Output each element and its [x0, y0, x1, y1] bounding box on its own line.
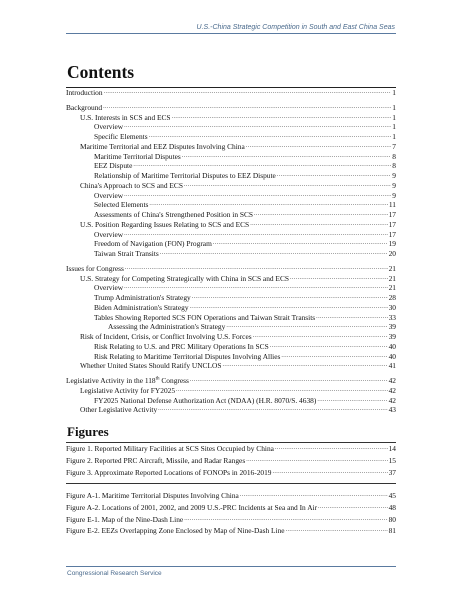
dot-leader: [254, 210, 388, 220]
toc-entry[interactable]: [66, 342, 396, 352]
toc-entry-page: 9: [392, 190, 396, 200]
toc-entry[interactable]: [66, 152, 396, 162]
toc-entry-page: 42: [388, 395, 396, 405]
dot-leader: [222, 361, 387, 371]
figure-entry-title: Figure E-2. EEZs Overlapping Zone Enclosed by Map of Nine-Dash Line: [66, 526, 285, 536]
dot-leader: [246, 142, 392, 152]
appendix-figures-list: [66, 490, 396, 537]
toc-entry[interactable]: [66, 332, 396, 342]
toc-entry-page: 9: [392, 171, 396, 180]
dot-leader: [272, 467, 387, 479]
toc-entry-title: Specific Elements: [94, 132, 148, 141]
dot-leader: [275, 443, 388, 455]
toc-entry-page: 33: [388, 312, 396, 322]
figures-title: Figures: [67, 424, 109, 439]
toc-entry-title: Overview: [94, 122, 124, 132]
toc-entry-page: 39: [388, 332, 396, 341]
figure-entry-page: 81: [388, 526, 396, 536]
dot-leader: [103, 103, 391, 113]
toc-entry-page: 41: [388, 361, 396, 371]
toc-entry[interactable]: [66, 361, 396, 371]
figure-entry-title: Figure A-2. Locations of 2001, 2002, and 2009 U.S.-PRC Incidents at Sea and In Air: [66, 502, 318, 512]
figure-entry-title: Figure E-1. Map of the Nine-Dash Line: [66, 514, 184, 524]
toc-entry-title: Assessments of China's Strengthened Position in SCS: [94, 210, 254, 219]
toc-entry[interactable]: [66, 249, 396, 259]
dot-leader: [124, 283, 387, 293]
toc-entry-page: 1: [392, 88, 396, 97]
dot-leader: [226, 322, 387, 332]
figure-entry-title: Figure 3. Approximate Reported Locations of FONOPs in 2016-2019: [66, 467, 272, 477]
toc-entry-title: Freedom of Navigation (FON) Program: [94, 239, 212, 249]
toc-entry-page: 9: [392, 180, 396, 190]
toc-entry-title: Whether United States Should Ratify UNCLOS: [80, 361, 222, 371]
toc-entry[interactable]: [66, 113, 396, 123]
dot-leader: [190, 303, 388, 313]
dot-leader: [124, 122, 391, 132]
figures-appendix-rule: [66, 483, 396, 484]
dot-leader: [277, 171, 391, 181]
toc-entry[interactable]: [66, 239, 396, 249]
toc-entry-page: 8: [392, 161, 396, 171]
toc-entry[interactable]: [66, 405, 396, 415]
toc-entry[interactable]: [66, 122, 396, 132]
dot-leader: [158, 405, 387, 415]
figure-entry-page: 15: [388, 455, 396, 465]
toc-entry-title: U.S. Position Regarding Issues Relating to SCS and ECS: [80, 219, 250, 229]
toc-entry-page: 40: [388, 341, 396, 351]
toc-entry-page: 20: [388, 249, 396, 258]
header-rule: [66, 33, 396, 34]
toc-entry-page: 17: [388, 210, 396, 219]
dot-leader: [253, 332, 388, 342]
toc-entry[interactable]: [66, 396, 396, 406]
toc-entry[interactable]: [66, 386, 396, 396]
figure-entry-page: 14: [388, 444, 396, 453]
toc-entry-title: Overview: [94, 229, 124, 239]
toc-entry-title: Legislative Activity for FY2025: [80, 385, 176, 395]
toc-entry[interactable]: [66, 264, 396, 274]
toc-entry-title: Background: [66, 102, 103, 112]
toc-entry-title: Taiwan Strait Transits: [94, 249, 159, 258]
footer-source: Congressional Research Service: [67, 570, 162, 577]
toc-entry-page: 42: [388, 376, 396, 385]
running-header: U.S.-China Strategic Competition in South and East China Seas: [196, 24, 395, 31]
dot-leader: [124, 230, 387, 240]
toc-entry-title: Maritime Territorial and EEZ Disputes Involving China: [80, 141, 245, 151]
toc-entry-title: Biden Administration's Strategy: [94, 302, 189, 312]
toc-entry[interactable]: [66, 88, 396, 98]
figure-entry-page: 48: [388, 502, 396, 512]
toc-entry-title: Assessing the Administration's Strategy: [108, 322, 226, 332]
dot-leader: [270, 342, 388, 352]
toc-entry[interactable]: [66, 191, 396, 201]
toc-entry-title: Other Legislative Activity: [80, 405, 158, 415]
figure-entry-title: Figure 1. Reported Military Facilities at SCS Sites Occupied by China: [66, 444, 274, 453]
dot-leader: [213, 239, 388, 249]
toc-entry-title: China's Approach to SCS and ECS: [80, 180, 183, 190]
dot-leader: [286, 525, 388, 537]
dot-leader: [149, 200, 387, 210]
dot-leader: [290, 274, 388, 284]
toc-entry-page: 28: [388, 293, 396, 302]
dot-leader: [133, 161, 391, 171]
dot-leader: [246, 455, 387, 467]
toc-entry-page: 30: [388, 302, 396, 312]
dot-leader: [240, 490, 388, 502]
toc-entry-page: 39: [388, 322, 396, 332]
toc-entry[interactable]: [66, 283, 396, 293]
figure-entry[interactable]: [66, 514, 396, 526]
dot-leader: [160, 249, 388, 259]
toc-entry-title: FY2025 National Defense Authorization Act (NDAA) (H.R. 8070/S. 4638): [94, 395, 317, 405]
figure-entry-page: 80: [388, 514, 396, 524]
toc-entry[interactable]: [66, 313, 396, 323]
toc-entry-page: 1: [392, 122, 396, 132]
figures-list: [66, 443, 396, 478]
toc-entry-page: 1: [392, 102, 396, 112]
toc-entry[interactable]: [66, 303, 396, 313]
toc-entry-title: Trump Administration's Strategy: [94, 293, 191, 302]
toc-entry-title: Overview: [94, 190, 124, 200]
toc-entry[interactable]: [66, 171, 396, 181]
figure-entry[interactable]: [66, 455, 396, 467]
toc-entry-page: 1: [392, 112, 396, 122]
toc-entry[interactable]: [66, 142, 396, 152]
dot-leader: [318, 502, 388, 514]
toc-entry-page: 11: [388, 200, 396, 210]
figure-entry-title: Figure 2. Reported PRC Aircraft, Missile, and Radar Ranges: [66, 455, 246, 465]
dot-leader: [182, 152, 392, 162]
toc-entry-title: Risk of Incident, Crisis, or Conflict Involving U.S. Forces: [80, 332, 252, 341]
toc-entry[interactable]: [66, 103, 396, 113]
dot-leader: [125, 264, 388, 274]
toc-entry[interactable]: [66, 210, 396, 220]
dot-leader: [317, 396, 387, 406]
toc-entry[interactable]: [66, 220, 396, 230]
toc-entry-page: 17: [388, 229, 396, 239]
dot-leader: [184, 514, 387, 526]
toc-entry-page: 1: [392, 132, 396, 141]
toc-entry-page: 21: [388, 263, 396, 273]
dot-leader: [124, 191, 391, 201]
toc-entry-page: 21: [388, 283, 396, 293]
dot-leader: [184, 181, 391, 191]
dot-leader: [316, 313, 387, 323]
toc-entry-page: 17: [388, 219, 396, 229]
toc-entry[interactable]: [66, 181, 396, 191]
figure-entry[interactable]: [66, 467, 396, 479]
toc-entry-title: Overview: [94, 283, 124, 293]
figure-entry[interactable]: [66, 525, 396, 537]
toc-entry-page: 7: [392, 141, 396, 151]
toc-entry-page: 40: [388, 351, 396, 361]
toc-entry-title: Risk Relating to Maritime Territorial Disputes Involving Allies: [94, 351, 281, 361]
toc-entry-title: Legislative Activity in the 118th Congress: [66, 376, 189, 385]
toc-entry[interactable]: [66, 230, 396, 240]
toc-entry-title: Relationship of Maritime Territorial Disputes to EEZ Dispute: [94, 171, 276, 180]
toc-entry-page: 42: [388, 385, 396, 395]
toc-entry[interactable]: [66, 376, 396, 386]
toc-entry[interactable]: [66, 200, 396, 210]
dot-leader: [190, 376, 388, 386]
dot-leader: [104, 88, 392, 98]
toc-entry-title: Introduction: [66, 88, 103, 97]
toc-entry-title: EEZ Dispute: [94, 161, 133, 171]
toc-entry[interactable]: [66, 322, 396, 332]
toc-entry-title: Selected Elements: [94, 200, 149, 210]
figure-entry[interactable]: [66, 502, 396, 514]
toc-entry-title: Risk Relating to U.S. and PRC Military Operations In SCS: [94, 341, 269, 351]
toc-entry-page: 19: [388, 239, 396, 249]
dot-leader: [192, 293, 388, 303]
toc-entry-page: 8: [392, 151, 396, 161]
dot-leader: [176, 386, 388, 396]
figure-entry-page: 37: [388, 467, 396, 477]
contents-title: Contents: [67, 62, 135, 82]
contents-list: [66, 88, 396, 415]
toc-entry-title: U.S. Interests in SCS and ECS: [80, 112, 171, 122]
toc-entry[interactable]: [66, 161, 396, 171]
toc-entry[interactable]: [66, 352, 396, 362]
toc-entry-page: 43: [388, 405, 396, 415]
toc-entry-title: Maritime Territorial Disputes: [94, 151, 181, 161]
dot-leader: [250, 220, 387, 230]
toc-entry[interactable]: [66, 293, 396, 303]
figure-entry[interactable]: [66, 490, 396, 502]
toc-entry-page: 21: [388, 273, 396, 283]
footer-rule: [66, 566, 396, 567]
figure-entry-title: Figure A-1. Maritime Territorial Disputes Involving China: [66, 491, 239, 500]
dot-leader: [281, 352, 387, 362]
toc-entry[interactable]: [66, 132, 396, 142]
toc-entry-title: Tables Showing Reported SCS FON Operations and Taiwan Strait Transits: [94, 312, 316, 322]
toc-entry[interactable]: [66, 274, 396, 284]
dot-leader: [149, 132, 392, 142]
figure-entry-page: 45: [388, 491, 396, 500]
toc-entry-title: U.S. Strategy for Competing Strategically with China in SCS and ECS: [80, 273, 289, 283]
figure-entry[interactable]: [66, 443, 396, 455]
dot-leader: [172, 113, 392, 123]
toc-entry-title: Issues for Congress: [66, 263, 124, 273]
